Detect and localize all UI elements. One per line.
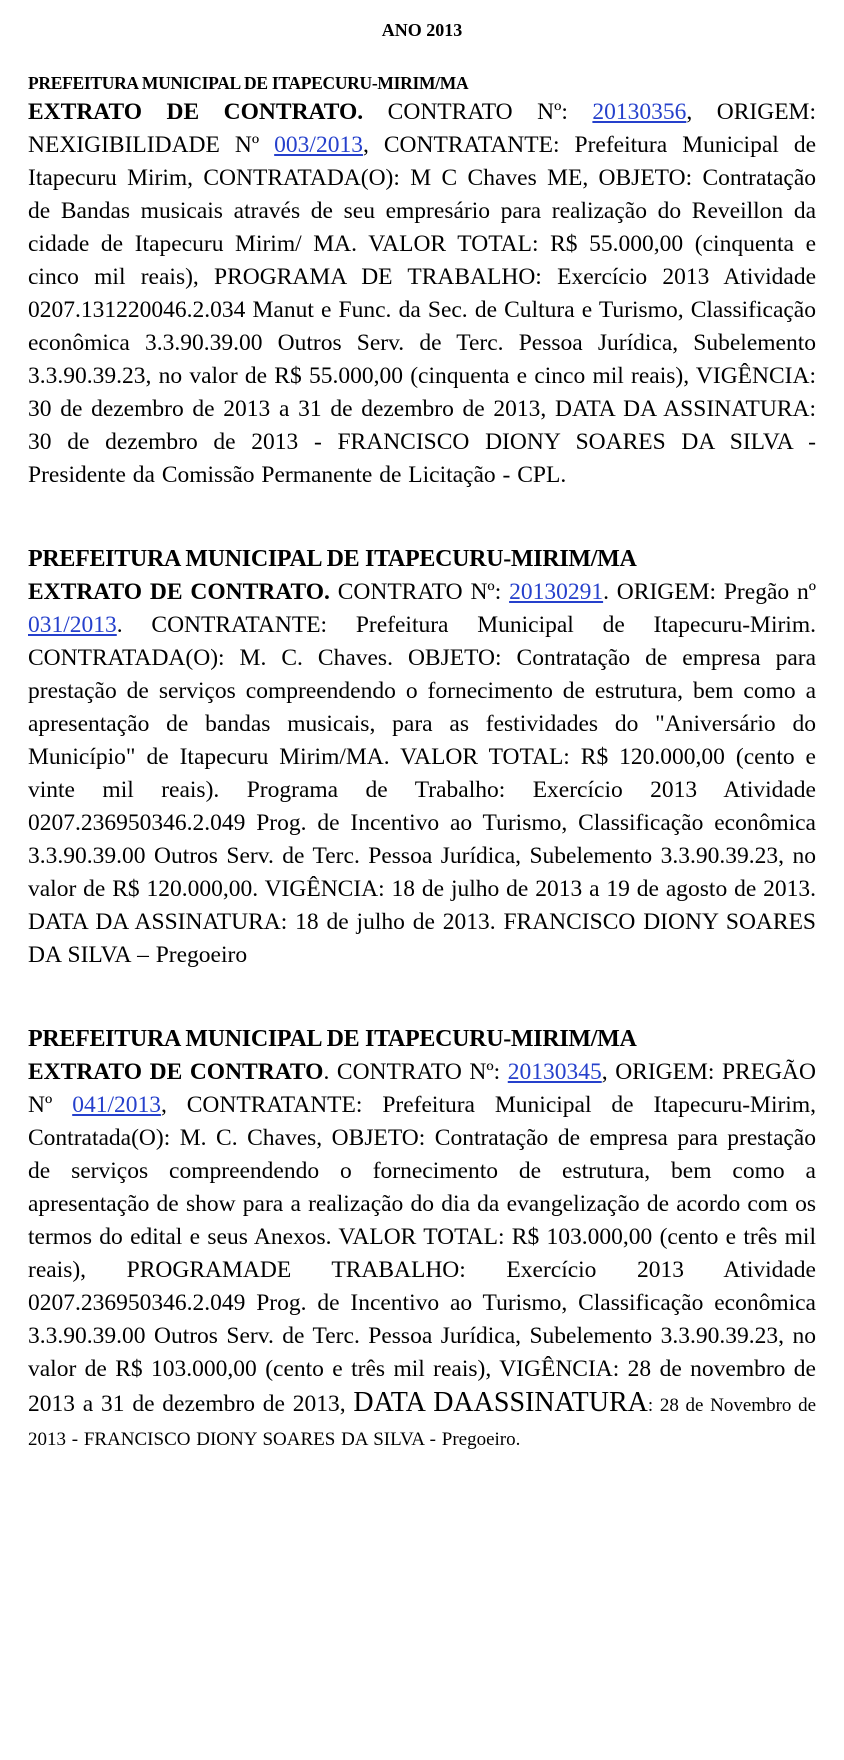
section-paragraph [28,1056,816,1456]
contract-number-link[interactable]: 041/2013 [72,1092,161,1118]
contract-section [28,70,816,492]
section-header: PREFEITURA MUNICIPAL DE ITAPECURU-MIRIM/MA [28,1026,637,1052]
body-text: CONTRATO Nº: [329,579,510,605]
body-text: DATA DAASSINATURA [353,1387,648,1418]
sections [28,70,816,1456]
body-text: , ORIGEM: NEXIGIBILIDADE Nº [28,99,816,158]
body-text: , CONTRATANTE: Prefeitura Municipal de Itapecuru Mirim, CONTRATADA(O): M C Chaves ME, OBJETO: Contratação de Bandas musicais através de seu empresário para realização do Reveillon da cidade de Itapecuru Mirim/ MA. VALOR TOTAL: R$ 55.000,00 (cinquenta e cinco mil reais), PROGRAMA DE TRABALHO: Exercício 2013 Atividade 0207.131220046.2.034 Manut e Func. da Sec. de Cultura e Turismo, Classificação econômica 3.3.90.39.00 Outros Serv. de Terc. Pessoa Jurídica, Subelemento 3.3.90.39.23, no valor de R$ 55.000,00 (cinquenta e cinco mil reais), VIGÊNCIA: 30 de dezembro de 2013 a 31 de dezembro de 2013, DATA DA ASSINATURA: 30 de dezembro de 2013 - FRANCISCO DIONY SOARES DA SILVA - Presidente da Comissão Permanente de Licitação - CPL. [28,132,816,488]
contract-section [28,1022,816,1456]
body-text: . CONTRATO Nº: [323,1059,508,1085]
contract-number-link[interactable]: 20130345 [507,1059,602,1085]
contract-number-link[interactable]: 003/2013 [274,132,363,158]
body-text: . CONTRATANTE: Prefeitura Municipal de Itapecuru-Mirim. CONTRATADA(O): M. C. Chaves. OBJETO: Contratação de empresa para prestação de serviços compreendendo o fornecimento de estrutura, bem como a apresentação de bandas musicais, para as festividades do "Aniversário do Município" de Itapecuru Mirim/MA. VALOR TOTAL: R$ 120.000,00 (cento e vinte mil reais). Programa de Trabalho: Exercício 2013 Atividade 0207.236950346.2.049 Prog. de Incentivo ao Turismo, Classificação econômica 3.3.90.39.00 Outros Serv. de Terc. Pessoa Jurídica, Subelemento 3.3.90.39.23, no valor de R$ 120.000,00. VIGÊNCIA: 18 de julho de 2013 a 19 de agosto de 2013. DATA DA ASSINATURA: 18 de julho de 2013. FRANCISCO DIONY SOARES DA SILVA – Pregoeiro [28,612,816,968]
body-text: . ORIGEM: Pregão nº [603,579,816,605]
section-paragraph [28,96,816,492]
contract-number-link[interactable]: 031/2013 [28,612,117,638]
section-paragraph [28,576,816,972]
body-text: , ORIGEM: PREGÃO Nº [28,1059,816,1118]
section-lead: EXTRATO DE CONTRATO. [28,579,330,605]
section-header: PREFEITURA MUNICIPAL DE ITAPECURU-MIRIM/MA [28,546,637,572]
section-lead: EXTRATO DE CONTRATO. [28,99,364,125]
contract-number-link[interactable]: 20130291 [509,579,604,605]
body-text: : 28 de Novembro de 2013 - FRANCISCO DIONY SOARES DA SILVA - Pregoeiro. [28,1395,817,1450]
body-text: , CONTRATANTE: Prefeitura Municipal de Itapecuru-Mirim, Contratada(O): M. C. Chaves, OBJETO: Contratação de empresa para prestação de serviços compreendendo o fornecimento de estrutura, bem como a apresentação de show para a realização do dia da evangelização de acordo com os termos do edital e seus Anexos. VALOR TOTAL: R$ 103.000,00 (cento e três mil reais), PROGRAMADE TRABALHO: Exercício 2013 Atividade 0207.236950346.2.049 Prog. de Incentivo ao Turismo, Classificação econômica 3.3.90.39.00 Outros Serv. de Terc. Pessoa Jurídica, Subelemento 3.3.90.39.23, no valor de R$ 103.000,00 (cento e três mil reais), VIGÊNCIA: 28 de novembro de 2013 a 31 de dezembro de 2013, [28,1092,816,1417]
body-text: CONTRATO Nº: [363,99,593,125]
section-lead: EXTRATO DE CONTRATO [28,1059,324,1085]
page-title: ANO 2013 [381,20,463,40]
contract-section [28,542,816,972]
contract-number-link[interactable]: 20130356 [592,99,687,125]
section-header: PREFEITURA MUNICIPAL DE ITAPECURU-MIRIM/MA [28,73,469,93]
